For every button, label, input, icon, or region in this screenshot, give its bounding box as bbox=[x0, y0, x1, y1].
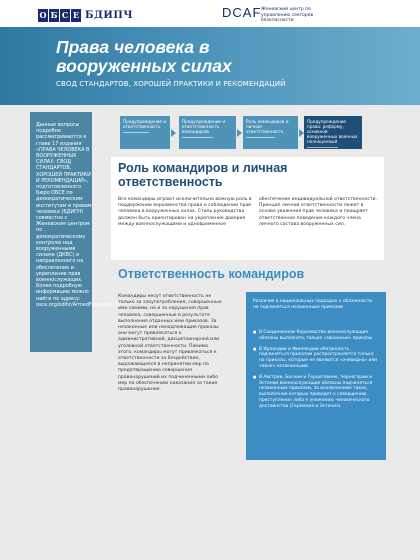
process-step-1 bbox=[120, 116, 170, 149]
arrow-icon bbox=[171, 129, 176, 137]
osce-odihr-logo bbox=[38, 6, 133, 24]
page-title bbox=[56, 38, 232, 76]
list-item: ■ В Ирландии и Финляндии обязанность подчиняться приказам распространяется только на приказы, которые не являются «очевидно» или «явно» незаконными. bbox=[253, 347, 379, 370]
process-step-label: Предупреждение и ответственность командиров bbox=[182, 119, 226, 134]
info-box-list bbox=[253, 330, 379, 415]
process-step-3 bbox=[243, 116, 298, 149]
osce-letter: О bbox=[39, 9, 47, 20]
info-box-intro: Различия в национальных подходах к обязанности не подчиняться незаконным приказам bbox=[253, 299, 373, 310]
heading-line: Роль командиров и личная bbox=[118, 161, 288, 175]
heading-line: ответственность bbox=[118, 175, 223, 189]
page-title-line1: Права человека в bbox=[56, 37, 210, 57]
section2-text: Командиры несут ответственность не только за злоупотребления, совершенные ими самими, но и за нарушения прав человека, совершенные в результате выполнения отданных ими приказов. За незаконные или ненадлежащие приказы они могут привлекаться к административной, дисциплинарной или уголовной ответственности. Помимо этого, командиры могут привлекаться к ответственности за бездействие, выражающееся в непринятии мер по предотвращению совершения правонарушений их подчиненными либо мер по обеспечению наказания за такие правонарушения. bbox=[118, 294, 222, 393]
arrow-icon bbox=[237, 129, 242, 137]
osce-letter: Б bbox=[50, 9, 58, 20]
section1-column1: Все командиры играют исключительно важную роль в поддержании верховенства права и соблюдении прав человека в вооруженных силах. Стиль руководства должен быть ориентирован на укрепление доверия между военнослужащими и одновременное bbox=[118, 197, 252, 227]
process-step-label: Роль командиров и личная ответственность bbox=[246, 119, 289, 134]
section-heading-commander-responsibility: Ответственность командиров bbox=[118, 267, 305, 281]
section-heading-commanders-role bbox=[118, 161, 287, 189]
odihr-label: БДИПЧ bbox=[85, 9, 133, 21]
dcaf-logo: DCAF bbox=[222, 5, 262, 20]
section1-column2: обеспечение индивидуальной ответственности. Принцип личной ответственности лежит в основе уважения прав человека и поощряет ответственное поведение каждого члена личного состава вооруженных сил. bbox=[259, 197, 377, 227]
list-item: ■ В Соединенном Королевстве военнослужащие обязаны выполнять только «законные» приказы. bbox=[253, 330, 379, 342]
osce-letter: С bbox=[61, 9, 69, 20]
process-step-4-current bbox=[304, 116, 362, 149]
page-subtitle: СВОД СТАНДАРТОВ, ХОРОШЕЙ ПРАКТИКИ И РЕКОМЕНДАЦИЙ bbox=[56, 80, 286, 88]
dcaf-subtitle: Женевский центр по управлению секторов безопасности bbox=[261, 7, 314, 23]
osce-letters bbox=[38, 9, 81, 22]
list-item: ■ В Австрии, Боснии и Герцеговине, Черногории и Эстонии военнослужащие обязаны подчиняться незаконным приказам, за исключением таких, выполнение которых приведет к совершению преступления либо к унижению человеческого достоинства (Германия и Эстония). bbox=[253, 375, 379, 410]
process-step-label: Предупреждение и ответственность bbox=[123, 119, 167, 129]
process-step-2 bbox=[179, 116, 236, 149]
process-step-label: Предупреждение права: реформу, основной вооруженных военных полноценный bbox=[307, 119, 358, 144]
page-title-line2: вооруженных силах bbox=[56, 56, 232, 76]
osce-letter: Е bbox=[72, 9, 80, 20]
sidebar-text: Данные вопросы подробно рассматриваются в главе 17 издания «ПРАВА ЧЕЛОВЕКА В ВООРУЖЕННЫХ СИЛАХ: СВОД СТАНДАРТОВ, ХОРОШЕЙ ПРАКТИКИ И РЕКОМЕНДАЦИЙ», подготовленного Бюро ОБСЕ по демократическим институтам и правам человека (БДИПЧ) совместно с Женевским центром по демократическому контролю над вооруженными силами (ДКВС) и направленного на обеспечение и укрепление прав военнослужащих. Более подробную информацию можно найти по адресу: osce.org/odihr/ArmedForcesRights bbox=[36, 122, 121, 308]
